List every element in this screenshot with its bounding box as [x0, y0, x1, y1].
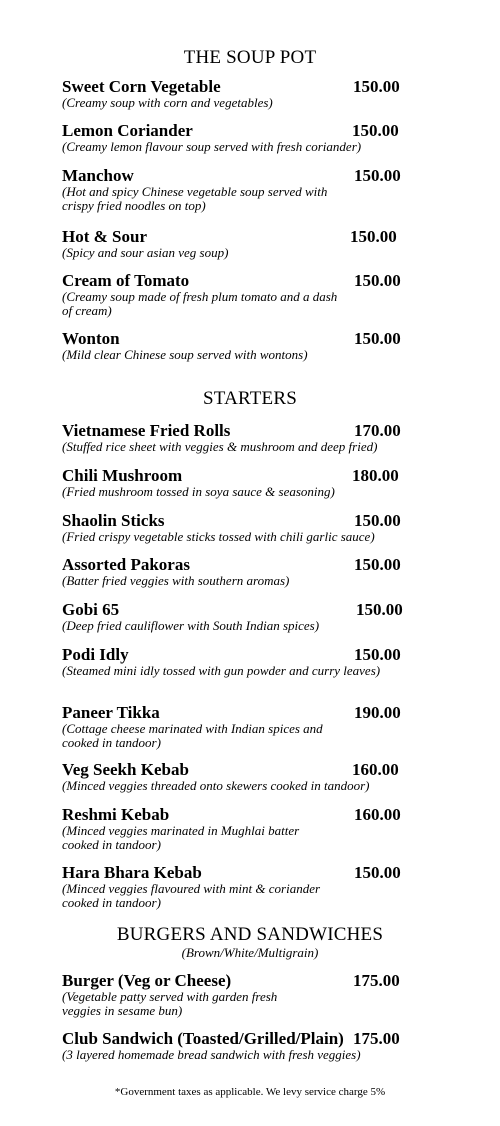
item-name: Paneer Tikka — [62, 703, 160, 722]
item-price: 150.00 — [354, 166, 401, 185]
item-price: 150.00 — [354, 511, 401, 530]
item-description: (Batter fried veggies with southern aromas) — [62, 573, 290, 588]
tax-footnote: *Government taxes as applicable. We levy service charge 5% — [114, 1086, 386, 1098]
section-subtitle: (Brown/White/Multigrain) — [181, 945, 319, 960]
menu-item — [62, 557, 442, 588]
item-description: (Deep fried cauliflower with South Indian spices) — [62, 618, 320, 633]
menu-item — [62, 645, 401, 678]
item-description: (Minced veggies threaded onto skewers cooked in tandoor) — [62, 778, 370, 793]
item-description: (Minced veggies flavoured with mint & coriander cooked in tandoor) — [62, 881, 321, 910]
menu-item — [62, 602, 442, 633]
item-description: (Spicy and sour asian veg soup) — [62, 245, 229, 260]
item-description: (Stuffed rice sheet with veggies & mushroom and deep fried) — [62, 439, 378, 454]
menu-item — [62, 271, 401, 318]
item-price: 170.00 — [354, 421, 401, 440]
item-price: 180.00 — [352, 466, 399, 485]
item-price: 150.00 — [350, 227, 397, 246]
menu-item — [62, 805, 401, 852]
item-description: (Creamy lemon flavour soup served with fresh coriander) — [62, 139, 362, 154]
item-description: (Fried mushroom tossed in soya sauce & seasoning) — [62, 484, 335, 499]
item-name: Reshmi Kebab — [62, 805, 170, 824]
item-name: Burger (Veg or Cheese) — [62, 971, 232, 990]
section-title-soup: THE SOUP POT — [183, 47, 317, 68]
item-price: 175.00 — [353, 1029, 400, 1048]
section-title-burgers: BURGERS AND SANDWICHES — [116, 924, 384, 945]
menu-item — [62, 79, 442, 110]
menu-item — [62, 971, 400, 1018]
menu-item — [62, 329, 401, 362]
menu-item — [62, 227, 397, 260]
item-name: Wonton — [62, 329, 120, 348]
item-name: Sweet Corn Vegetable — [62, 77, 221, 96]
menu-item — [62, 513, 442, 544]
item-description: (Steamed mini idly tossed with gun powder and curry leaves) — [62, 663, 381, 678]
item-name: Club Sandwich (Toasted/Grilled/Plain) — [62, 1029, 344, 1048]
item-name: Lemon Coriander — [62, 121, 193, 140]
menu-item — [62, 166, 401, 213]
item-name: Hot & Sour — [62, 227, 147, 246]
item-price: 150.00 — [354, 555, 401, 574]
item-name: Veg Seekh Kebab — [62, 760, 189, 779]
item-description: (Creamy soup with corn and vegetables) — [62, 95, 273, 110]
item-description: (Creamy soup made of fresh plum tomato and a dash of cream) — [62, 289, 338, 318]
item-name: Manchow — [62, 166, 134, 185]
menu-item — [62, 703, 401, 750]
item-price: 150.00 — [352, 121, 399, 140]
section-title-starters: STARTERS — [203, 388, 297, 409]
item-description: (Vegetable patty served with garden fresh veggies in sesame bun) — [62, 989, 278, 1018]
menu-item — [62, 762, 442, 793]
item-price: 150.00 — [354, 271, 401, 290]
item-price: 175.00 — [353, 971, 400, 990]
item-price: 160.00 — [354, 805, 401, 824]
item-price: 190.00 — [354, 703, 401, 722]
item-description: (Hot and spicy Chinese vegetable soup served with crispy fried noodles on top) — [62, 184, 328, 213]
item-price: 150.00 — [354, 329, 401, 348]
item-description: (Mild clear Chinese soup served with wontons) — [62, 347, 308, 362]
item-description: (Cottage cheese marinated with Indian spices and cooked in tandoor) — [62, 721, 323, 750]
item-name: Gobi 65 — [62, 600, 120, 619]
menu-item — [62, 123, 442, 154]
menu-item — [62, 1031, 442, 1062]
item-price: 150.00 — [356, 600, 403, 619]
item-name: Vietnamese Fried Rolls — [62, 421, 231, 440]
menu-item — [62, 863, 401, 910]
item-description: (Fried crispy vegetable sticks tossed with chili garlic sauce) — [62, 529, 375, 544]
item-description: (3 layered homemade bread sandwich with fresh veggies) — [62, 1047, 361, 1062]
item-name: Shaolin Sticks — [62, 511, 165, 530]
menu-item — [62, 423, 442, 454]
item-price: 150.00 — [354, 863, 401, 882]
item-name: Chili Mushroom — [62, 466, 183, 485]
item-price: 160.00 — [352, 760, 399, 779]
item-price: 150.00 — [354, 645, 401, 664]
item-name: Assorted Pakoras — [62, 555, 190, 574]
item-name: Podi Idly — [62, 645, 129, 664]
item-description: (Minced veggies marinated in Mughlai batter cooked in tandoor) — [62, 823, 300, 852]
item-name: Cream of Tomato — [62, 271, 190, 290]
menu-item — [62, 468, 442, 499]
item-price: 150.00 — [353, 77, 400, 96]
item-name: Hara Bhara Kebab — [62, 863, 202, 882]
